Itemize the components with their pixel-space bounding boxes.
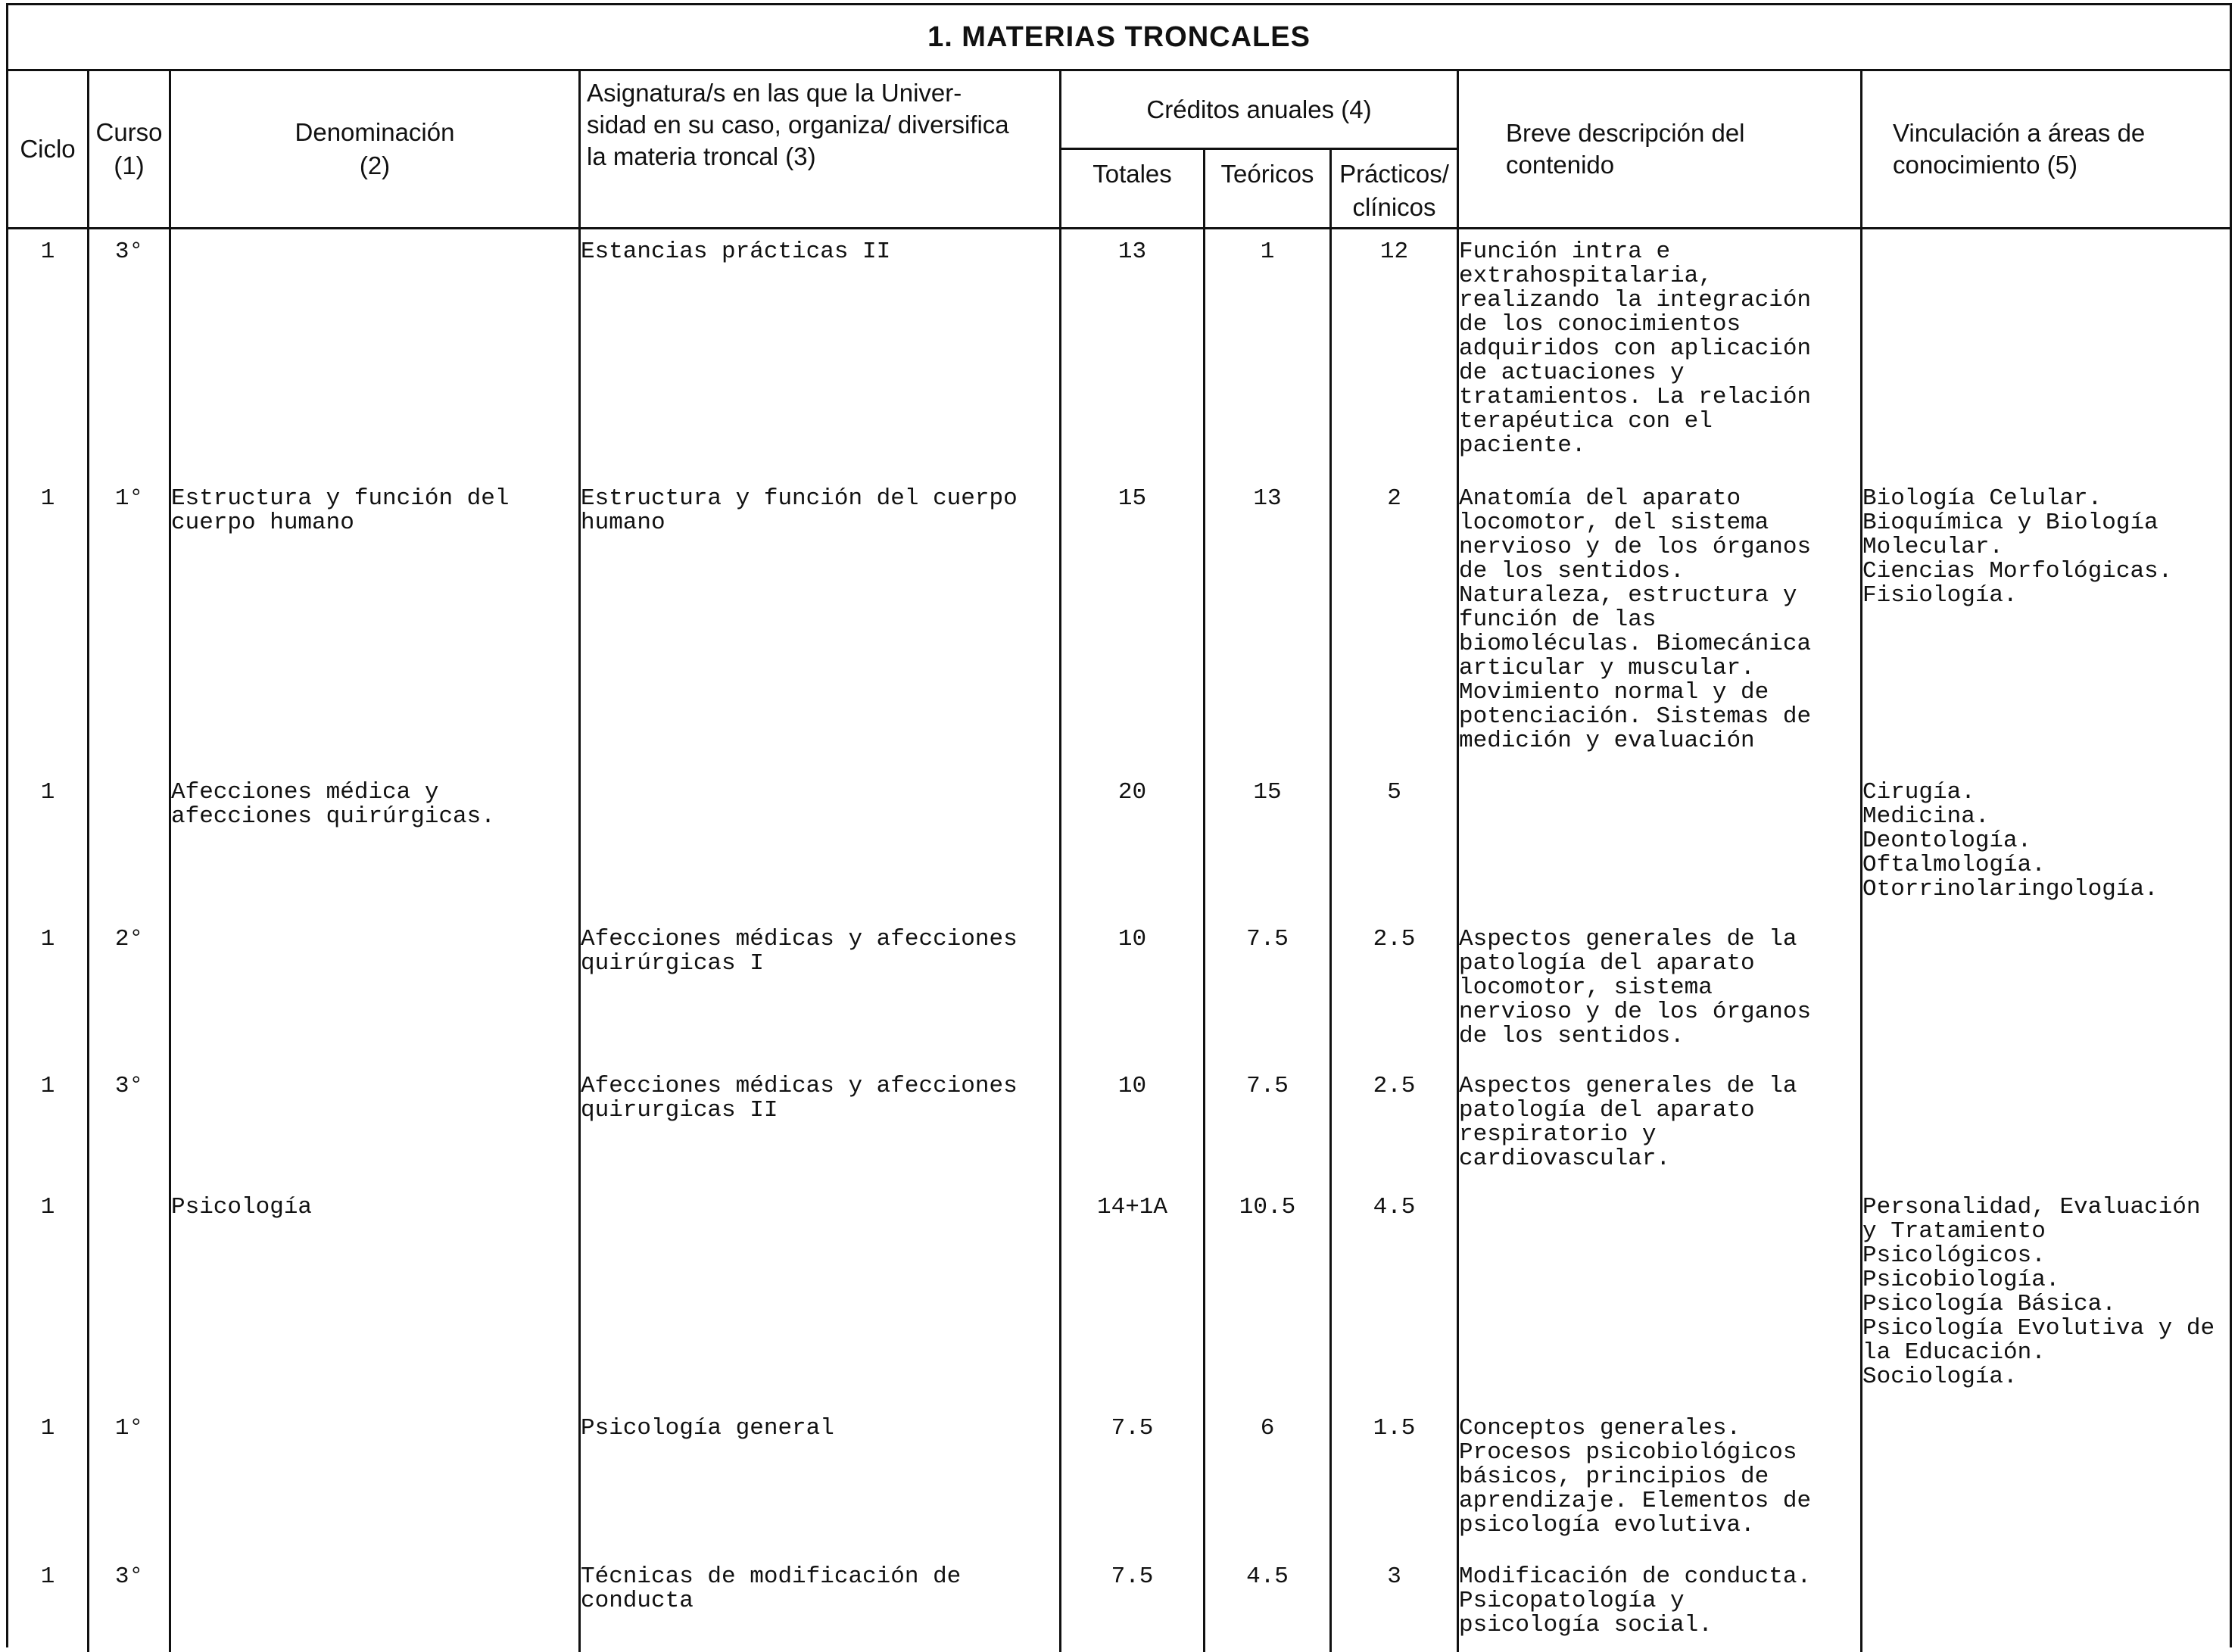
- header-vinculacion: Vinculación a áreas de conocimiento (5): [1893, 119, 2146, 179]
- cell-descripcion: Aspectos generales de la patología del aparato respiratorio y cardiovascular.: [1459, 1073, 1797, 1172]
- cell-ciclo: 1: [40, 238, 55, 265]
- header-totales: Totales: [1061, 150, 1205, 227]
- cell-asignatura: Afecciones médicas y afecciones quirurgicas II: [581, 1073, 1018, 1124]
- cell-ciclo: 1: [40, 485, 55, 512]
- cell-denominacion: Afecciones médica y afecciones quirúrgicas.: [171, 779, 495, 830]
- cell-teoricos: 1: [1260, 238, 1275, 265]
- cell-practicos: 2.5: [1373, 1073, 1416, 1099]
- cell-curso: 3°: [114, 1073, 144, 1099]
- cell-descripcion: Modificación de conducta. Psicopatología y psicología social.: [1459, 1563, 1812, 1638]
- cell-practicos: 2: [1387, 485, 1401, 512]
- header-teoricos: Teóricos: [1205, 150, 1332, 227]
- cell-descripcion: Conceptos generales. Procesos psicobiológicos básicos, principios de aprendizaje. Elementos de psicología evolutiva.: [1459, 1415, 1812, 1538]
- table-header: [8, 71, 2230, 229]
- header-asignatura: Asignatura/s en las que la Univer- sidad en su caso, organiza/ diversifica la materia troncal (3): [581, 71, 1061, 227]
- cell-totales: 7.5: [1111, 1563, 1154, 1590]
- cell-descripcion: Anatomía del aparato locomotor, del sistema nervioso y de los órganos de los sentidos. Naturaleza, estructura y función de las biomoléculas. Biomecánica articular y muscular. Movimiento normal y de potenciación. Sistemas de medición y evaluación: [1459, 485, 1812, 754]
- cell-denominacion: Psicología: [171, 1194, 313, 1220]
- cell-asignatura: Afecciones médicas y afecciones quirúrgicas I: [581, 926, 1018, 977]
- cell-curso: 3°: [114, 238, 144, 265]
- column-divider: [1860, 229, 1862, 1652]
- cell-totales: 13: [1117, 238, 1147, 265]
- header-creditos-group: [1061, 71, 1459, 227]
- cell-totales: 15: [1117, 485, 1147, 512]
- cell-teoricos: 4.5: [1246, 1563, 1289, 1590]
- header-descripcion: Breve descripción del contenido: [1459, 71, 1862, 227]
- cell-practicos: 5: [1387, 779, 1401, 806]
- document-page: [6, 3, 2232, 1647]
- cell-practicos: 12: [1379, 238, 1409, 265]
- header-curso: Curso (1): [89, 71, 171, 227]
- cell-descripcion: Función intra e extrahospitalaria, realizando la integración de los conocimientos adquiridos con aplicación de actuaciones y tratamientos. La relación terapéutica con el paciente.: [1459, 238, 1812, 459]
- cell-totales: 14+1A: [1096, 1194, 1167, 1220]
- cell-asignatura: Técnicas de modificación de conducta: [581, 1563, 962, 1614]
- cell-ciclo: 1: [40, 926, 55, 952]
- header-creditos: Créditos anuales (4): [1061, 71, 1457, 150]
- cell-totales: 7.5: [1111, 1415, 1154, 1442]
- cell-totales: 10: [1117, 926, 1147, 952]
- cell-curso: 1°: [114, 485, 144, 512]
- header-denominacion: Denominación (2): [171, 71, 581, 227]
- cell-practicos: 2.5: [1373, 926, 1416, 952]
- cell-totales: 10: [1117, 1073, 1147, 1099]
- cell-teoricos: 7.5: [1246, 1073, 1289, 1099]
- cell-curso: 2°: [114, 926, 144, 952]
- page-title: 1. MATERIAS TRONCALES: [8, 5, 2230, 71]
- cell-vinculacion: Personalidad, Evaluación y Tratamiento Psicológicos. Psicobiología. Psicología Básica. Psicología Evolutiva y de la Educación. Sociología.: [1862, 1194, 2215, 1390]
- cell-asignatura: Estructura y función del cuerpo humano: [581, 485, 1018, 536]
- cell-practicos: 1.5: [1373, 1415, 1416, 1442]
- cell-curso: 3°: [114, 1563, 144, 1590]
- cell-ciclo: 1: [40, 1563, 55, 1590]
- cell-practicos: 4.5: [1373, 1194, 1416, 1220]
- header-ciclo: Ciclo: [8, 71, 89, 227]
- cell-ciclo: 1: [40, 779, 55, 806]
- cell-teoricos: 6: [1260, 1415, 1275, 1442]
- cell-denominacion: Estructura y función del cuerpo humano: [171, 485, 510, 536]
- header-practicos: Prácticos/ clínicos: [1339, 160, 1449, 221]
- cell-teoricos: 13: [1253, 485, 1282, 512]
- cell-ciclo: 1: [40, 1194, 55, 1220]
- cell-totales: 20: [1117, 779, 1147, 806]
- cell-teoricos: 10.5: [1239, 1194, 1296, 1220]
- cell-ciclo: 1: [40, 1415, 55, 1442]
- cell-asignatura: Psicología general: [581, 1415, 834, 1442]
- cell-vinculacion: Biología Celular. Bioquímica y Biología Molecular. Ciencias Morfológicas. Fisiología.: [1862, 485, 2173, 609]
- cell-ciclo: 1: [40, 1073, 55, 1099]
- cell-asignatura: Estancias prácticas II: [581, 238, 891, 265]
- cell-practicos: 3: [1387, 1563, 1401, 1590]
- cell-descripcion: Aspectos generales de la patología del aparato locomotor, sistema nervioso y de los órganos de los sentidos.: [1459, 926, 1812, 1049]
- table-body: [8, 229, 2230, 1652]
- cell-teoricos: 15: [1253, 779, 1282, 806]
- cell-vinculacion: Cirugía. Medicina. Deontología. Oftalmología. Otorrinolaringología.: [1862, 779, 2159, 902]
- column-divider: [169, 229, 171, 1652]
- cell-curso: 1°: [114, 1415, 144, 1442]
- cell-teoricos: 7.5: [1246, 926, 1289, 952]
